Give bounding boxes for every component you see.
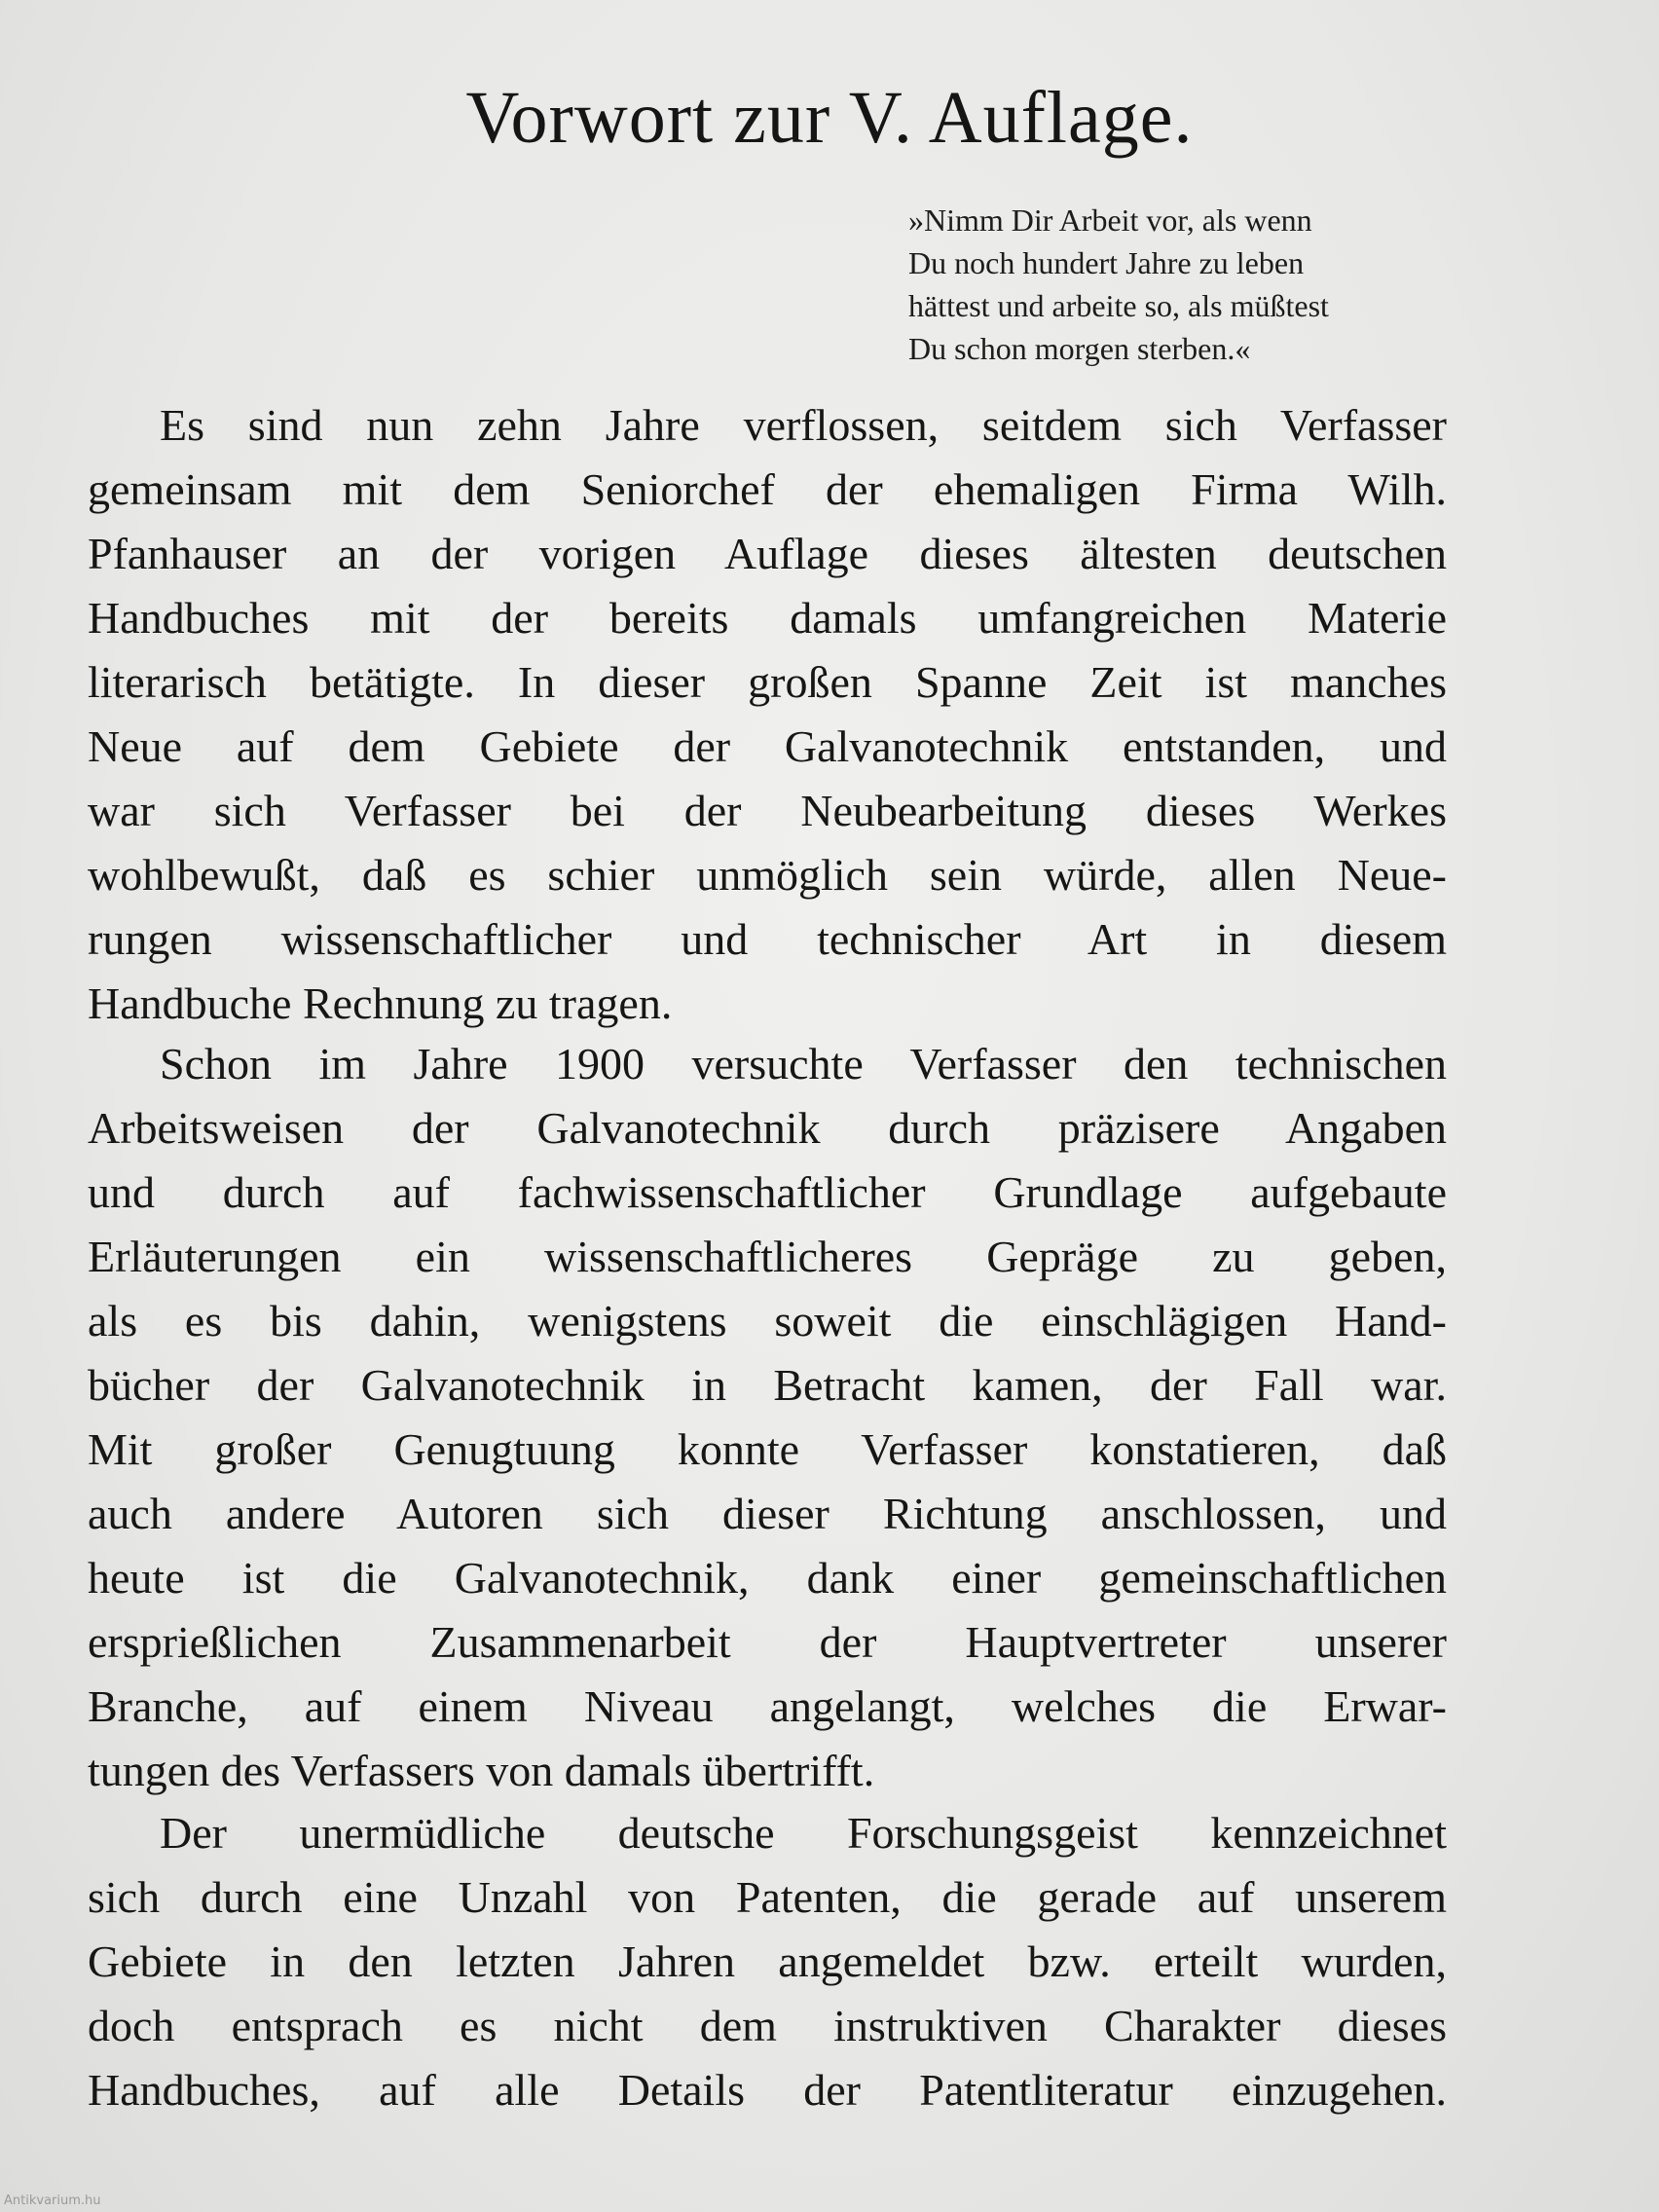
watermark: Antikvarium.hu bbox=[4, 2194, 101, 2208]
text-line: Erläuterungen ein wissenschaftlicheres Gepräge zu geben, bbox=[88, 1232, 1447, 1281]
text-line: heute ist die Galvanotechnik, dank einer gemeinschaftlichen bbox=[88, 1553, 1447, 1603]
paragraph-1 bbox=[88, 393, 1447, 1036]
text-line: Handbuche Rechnung zu tragen. bbox=[88, 978, 673, 1028]
text-line: Gebiete in den letzten Jahren angemeldet bzw. erteilt wurden, bbox=[88, 1936, 1447, 1986]
epigraph-quote bbox=[908, 199, 1454, 370]
text-line: Handbuches mit der bereits damals umfangreichen Materie bbox=[88, 593, 1447, 643]
text-line: Schon im Jahre 1900 versuchte Verfasser den technischen bbox=[160, 1039, 1447, 1088]
text-line: auch andere Autoren sich dieser Richtung anschlossen, und bbox=[88, 1489, 1447, 1538]
text-line: gemeinsam mit dem Seniorchef der ehemaligen Firma Wilh. bbox=[88, 464, 1447, 514]
text-line: Es sind nun zehn Jahre verflossen, seitdem sich Verfasser bbox=[160, 400, 1447, 450]
epigraph-line: hättest und arbeite so, als müßtest bbox=[908, 288, 1329, 323]
paragraph-2 bbox=[88, 1032, 1447, 1803]
epigraph-line: »Nimm Dir Arbeit vor, als wenn bbox=[908, 203, 1312, 238]
text-line: Pfanhauser an der vorigen Auflage dieses ältesten deutschen bbox=[88, 529, 1447, 578]
text-line: bücher der Galvanotechnik in Betracht kamen, der Fall war. bbox=[88, 1360, 1447, 1410]
text-line: Mit großer Genugtuung konnte Verfasser konstatieren, daß bbox=[88, 1424, 1447, 1474]
text-line: sich durch eine Unzahl von Patenten, die gerade auf unserem bbox=[88, 1872, 1447, 1922]
text-line: Handbuches, auf alle Details der Patentliteratur einzugehen. bbox=[88, 2065, 1447, 2115]
text-line: tungen des Verfassers von damals übertrifft. bbox=[88, 1746, 875, 1795]
text-line: doch entsprach es nicht dem instruktiven Charakter dieses bbox=[88, 2001, 1447, 2050]
text-line: und durch auf fachwissenschaftlicher Grundlage aufgebaute bbox=[88, 1167, 1447, 1217]
page-title: Vorwort zur V. Auflage. bbox=[465, 77, 1194, 159]
text-line: literarisch betätigte. In dieser großen Spanne Zeit ist manches bbox=[88, 657, 1447, 707]
text-line: war sich Verfasser bei der Neubearbeitung dieses Werkes bbox=[88, 786, 1447, 835]
text-line: wohlbewußt, daß es schier unmöglich sein würde, allen Neue- bbox=[88, 850, 1447, 900]
text-line: ersprießlichen Zusammenarbeit der Hauptvertreter unserer bbox=[88, 1617, 1447, 1667]
text-line: Arbeitsweisen der Galvanotechnik durch präzisere Angaben bbox=[88, 1103, 1447, 1153]
text-line: Branche, auf einem Niveau angelangt, welches die Erwar- bbox=[88, 1681, 1447, 1731]
epigraph-line: Du noch hundert Jahre zu leben bbox=[908, 245, 1305, 280]
epigraph-line: Du schon morgen sterben.« bbox=[908, 331, 1251, 366]
paragraph-3 bbox=[88, 1801, 1447, 2122]
text-line: als es bis dahin, wenigstens soweit die einschlägigen Hand- bbox=[88, 1296, 1447, 1346]
text-line: rungen wissenschaftlicher und technischer Art in diesem bbox=[88, 914, 1447, 964]
text-line: Neue auf dem Gebiete der Galvanotechnik entstanden, und bbox=[88, 721, 1447, 771]
text-line: Der unermüdliche deutsche Forschungsgeist kennzeichnet bbox=[160, 1808, 1447, 1858]
